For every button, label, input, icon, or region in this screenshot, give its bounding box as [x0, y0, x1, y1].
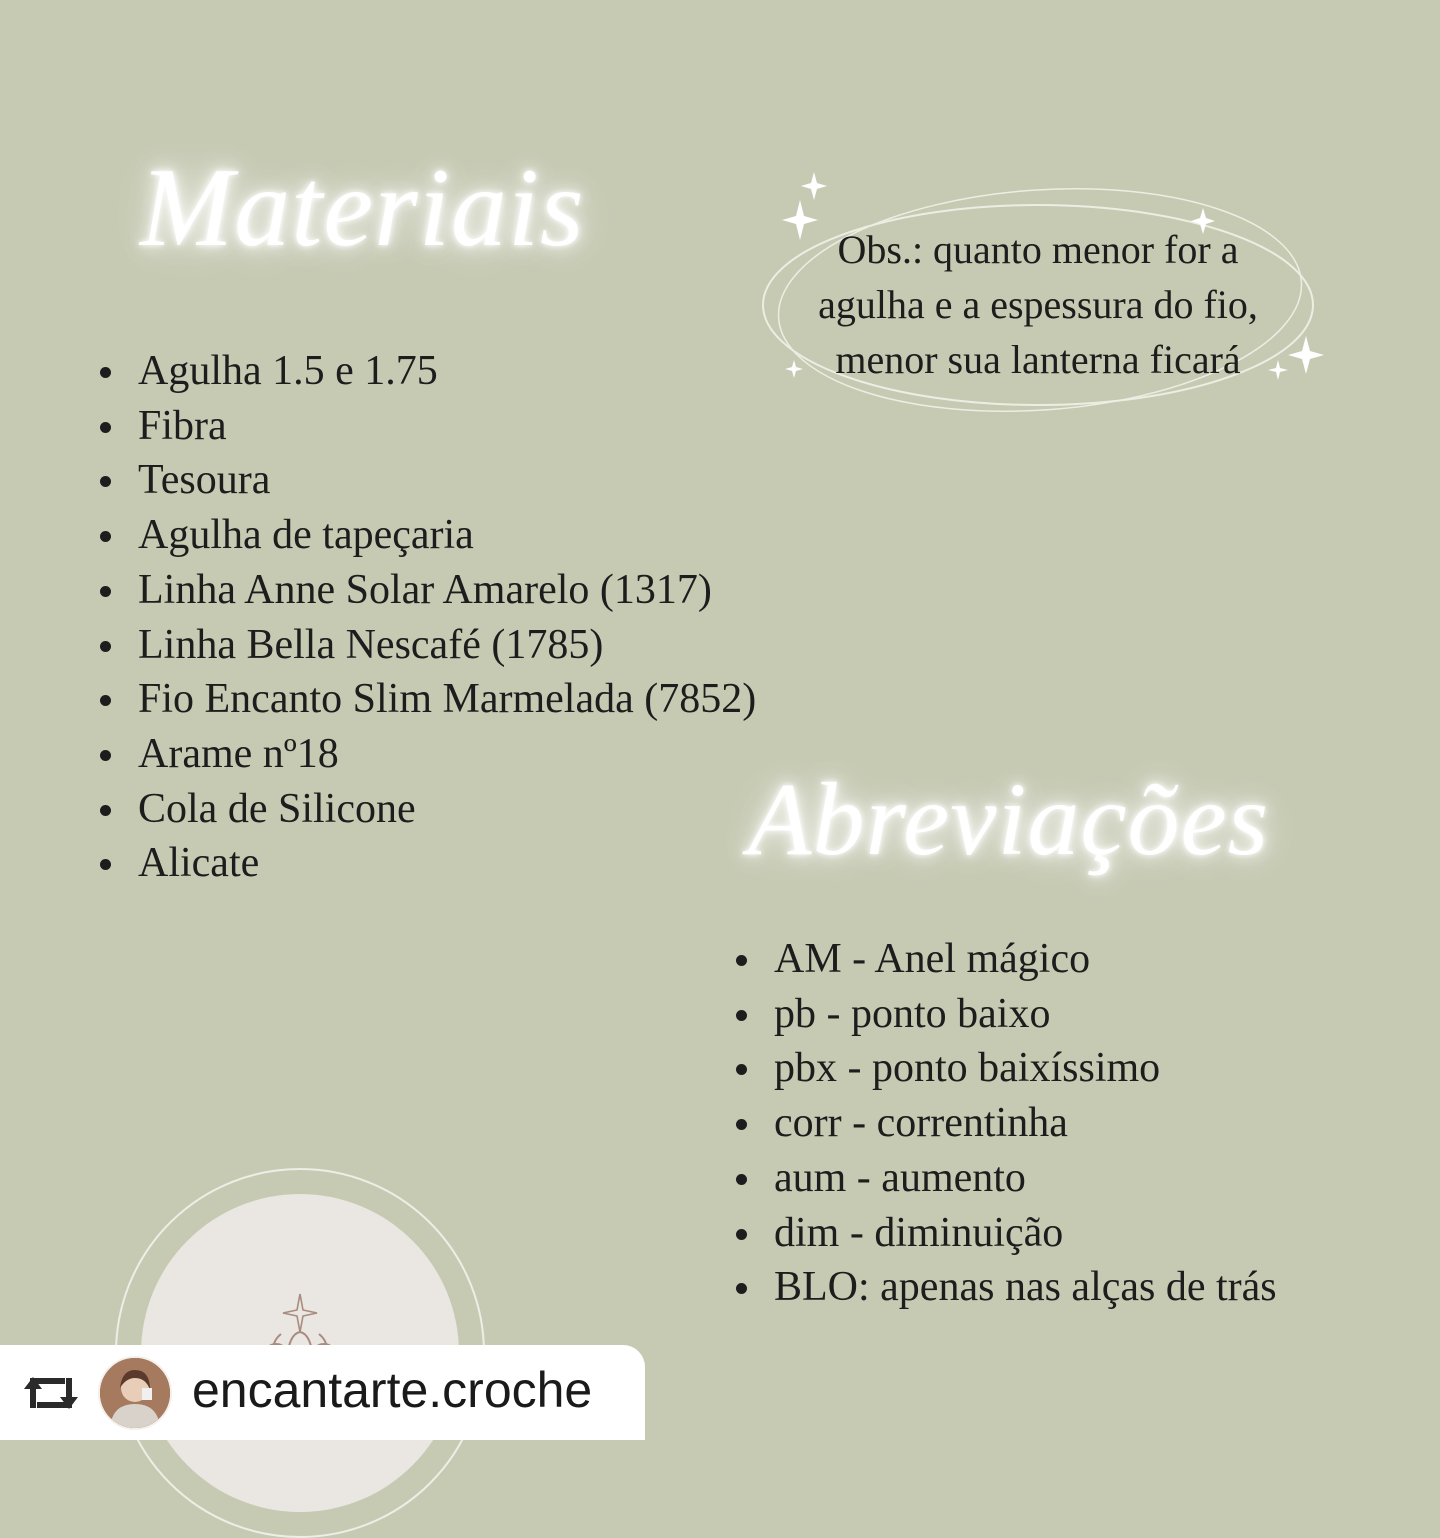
list-item: pbx - ponto baixíssimo	[736, 1041, 1277, 1096]
list-item: Linha Bella Nescafé (1785)	[100, 618, 756, 673]
list-item: Fio Encanto Slim Marmelada (7852)	[100, 672, 756, 727]
list-item: BLO: apenas nas alças de trás	[736, 1260, 1277, 1315]
list-item: Tesoura	[100, 453, 756, 508]
list-item: pb - ponto baixo	[736, 987, 1277, 1042]
list-item: AM - Anel mágico	[736, 932, 1277, 987]
repost-bar	[0, 1345, 645, 1440]
abbreviations-list	[736, 932, 1277, 1315]
username[interactable]: encantarte.croche	[192, 1362, 593, 1418]
abbreviations-title: Abreviações	[748, 762, 1270, 877]
note-box	[748, 170, 1328, 430]
list-item: aum - aumento	[736, 1151, 1277, 1206]
materials-list	[100, 344, 756, 891]
list-item: Linha Anne Solar Amarelo (1317)	[100, 563, 756, 618]
materials-title: Materiais	[140, 146, 585, 270]
list-item: dim - diminuição	[736, 1206, 1277, 1261]
list-item: Fibra	[100, 399, 756, 454]
list-item: Arame nº18	[100, 727, 756, 782]
repost-icon[interactable]	[24, 1367, 78, 1419]
list-item: Alicate	[100, 836, 756, 891]
note-text: Obs.: quanto menor for a agulha e a espessura do fio, menor sua lanterna ficará	[818, 227, 1258, 382]
list-item: Agulha 1.5 e 1.75	[100, 344, 756, 399]
list-item: Cola de Silicone	[100, 782, 756, 837]
list-item: corr - correntinha	[736, 1096, 1277, 1151]
avatar[interactable]	[98, 1356, 172, 1430]
list-item: Agulha de tapeçaria	[100, 508, 756, 563]
